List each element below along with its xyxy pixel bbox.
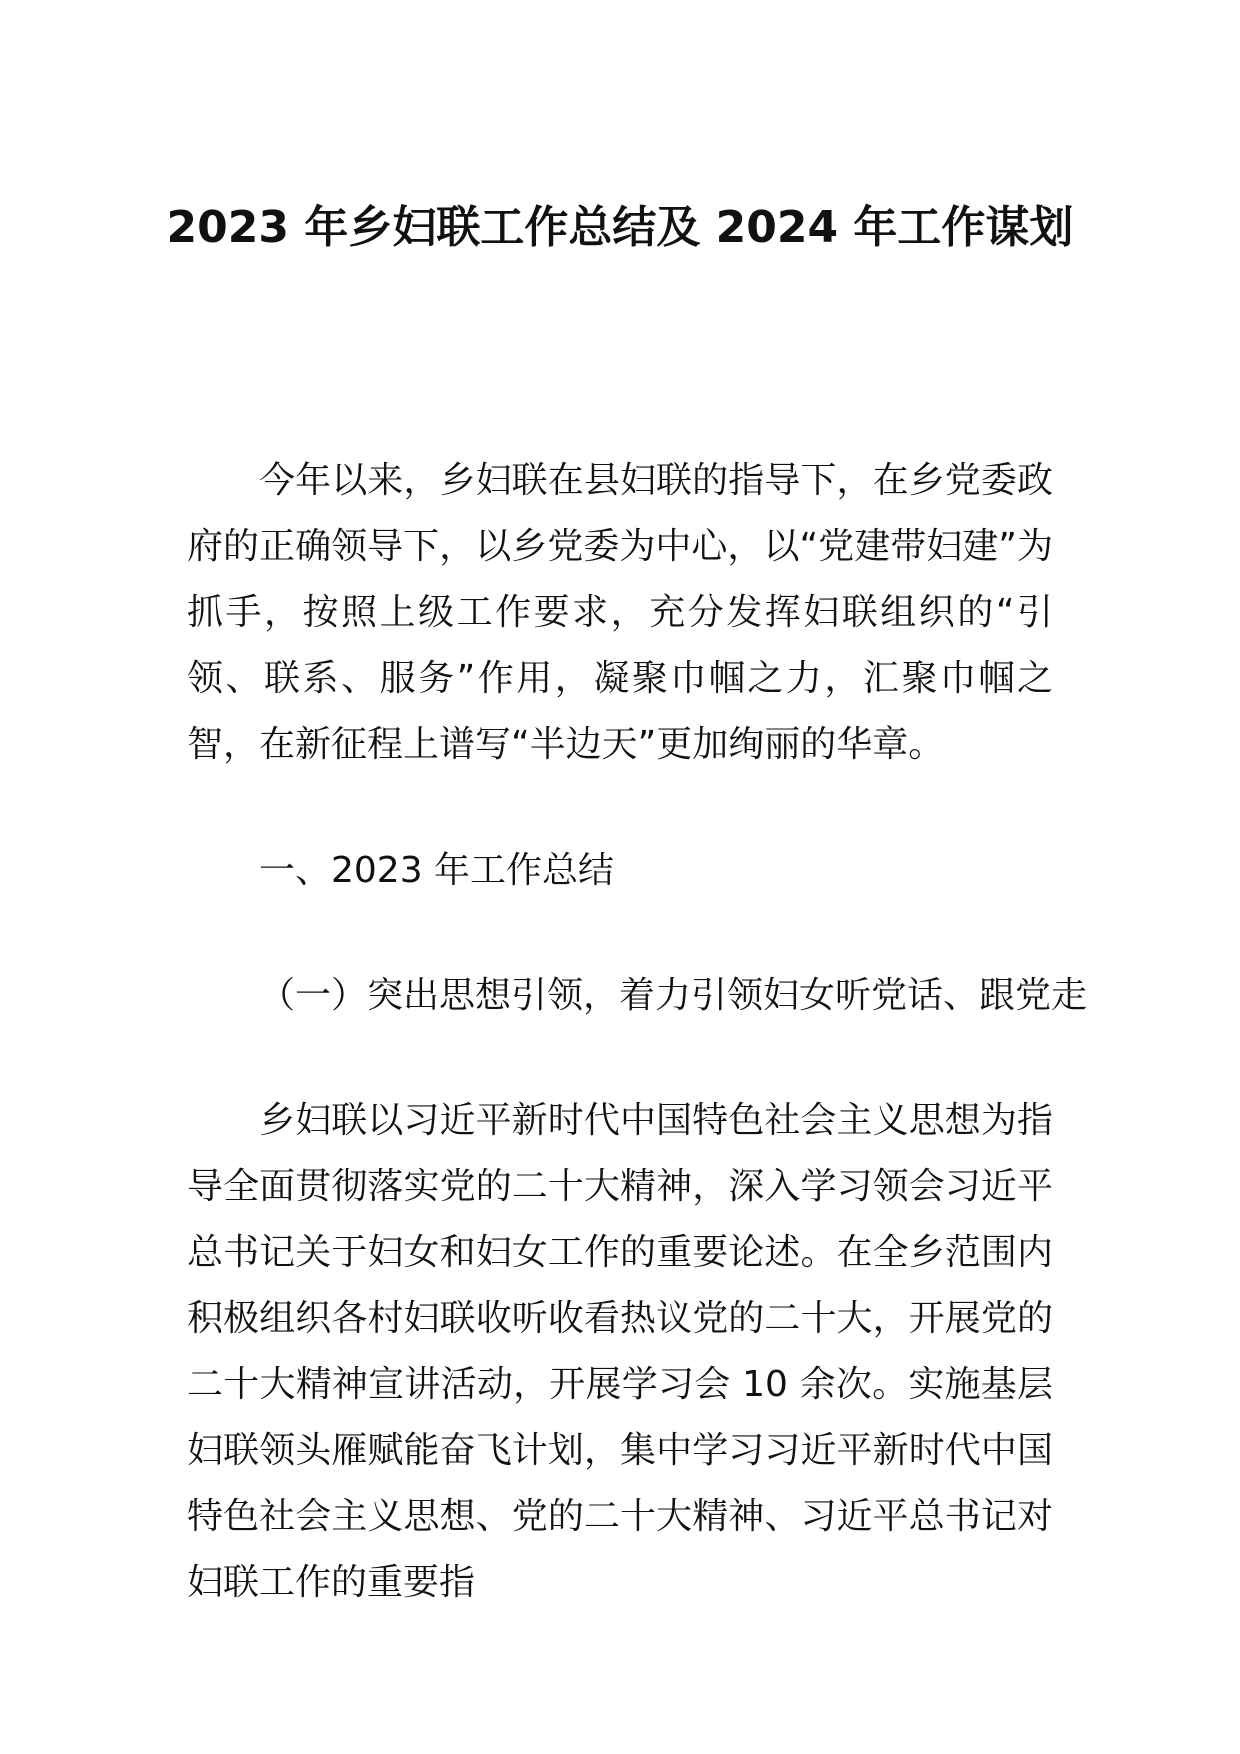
section-heading: 一、2023 年工作总结 (259, 850, 615, 891)
subsection-paragraph: 乡妇联以习近平新时代中国特色社会主义思想为指导全面贯彻落实党的二十大精神，深入学习领会习近平总书记关于妇女和妇女工作的重要论述。在全乡范围内积极组织各村妇联收听收看热议党的二十大，开展党的二十大精神宣讲活动，开展学习会 10 余次。实施基层妇联领头雁赋能奋飞计划，集中学习习近平新时代中国特色社会主义思想、党的二十大精神、习近平总书记对妇联工作的重要指 (187, 1100, 1053, 1603)
subsection-heading: （一）突出思想引领，着力引领妇女听党话、跟党走 (259, 975, 1088, 1016)
intro-paragraph: 今年以来，乡妇联在县妇联的指导下，在乡党委政府的正确领导下，以乡党委为中心，以“党建带妇建”为抓手，按照上级工作要求，充分发挥妇联组织的“引领、联系、服务”作用，凝聚巾帼之力，汇聚巾帼之智，在新征程上谱写“半边天”更加绚丽的华章。 (187, 460, 1053, 765)
document-title: 2023 年乡妇联工作总结及 2024 年工作谋划 (166, 202, 1074, 253)
